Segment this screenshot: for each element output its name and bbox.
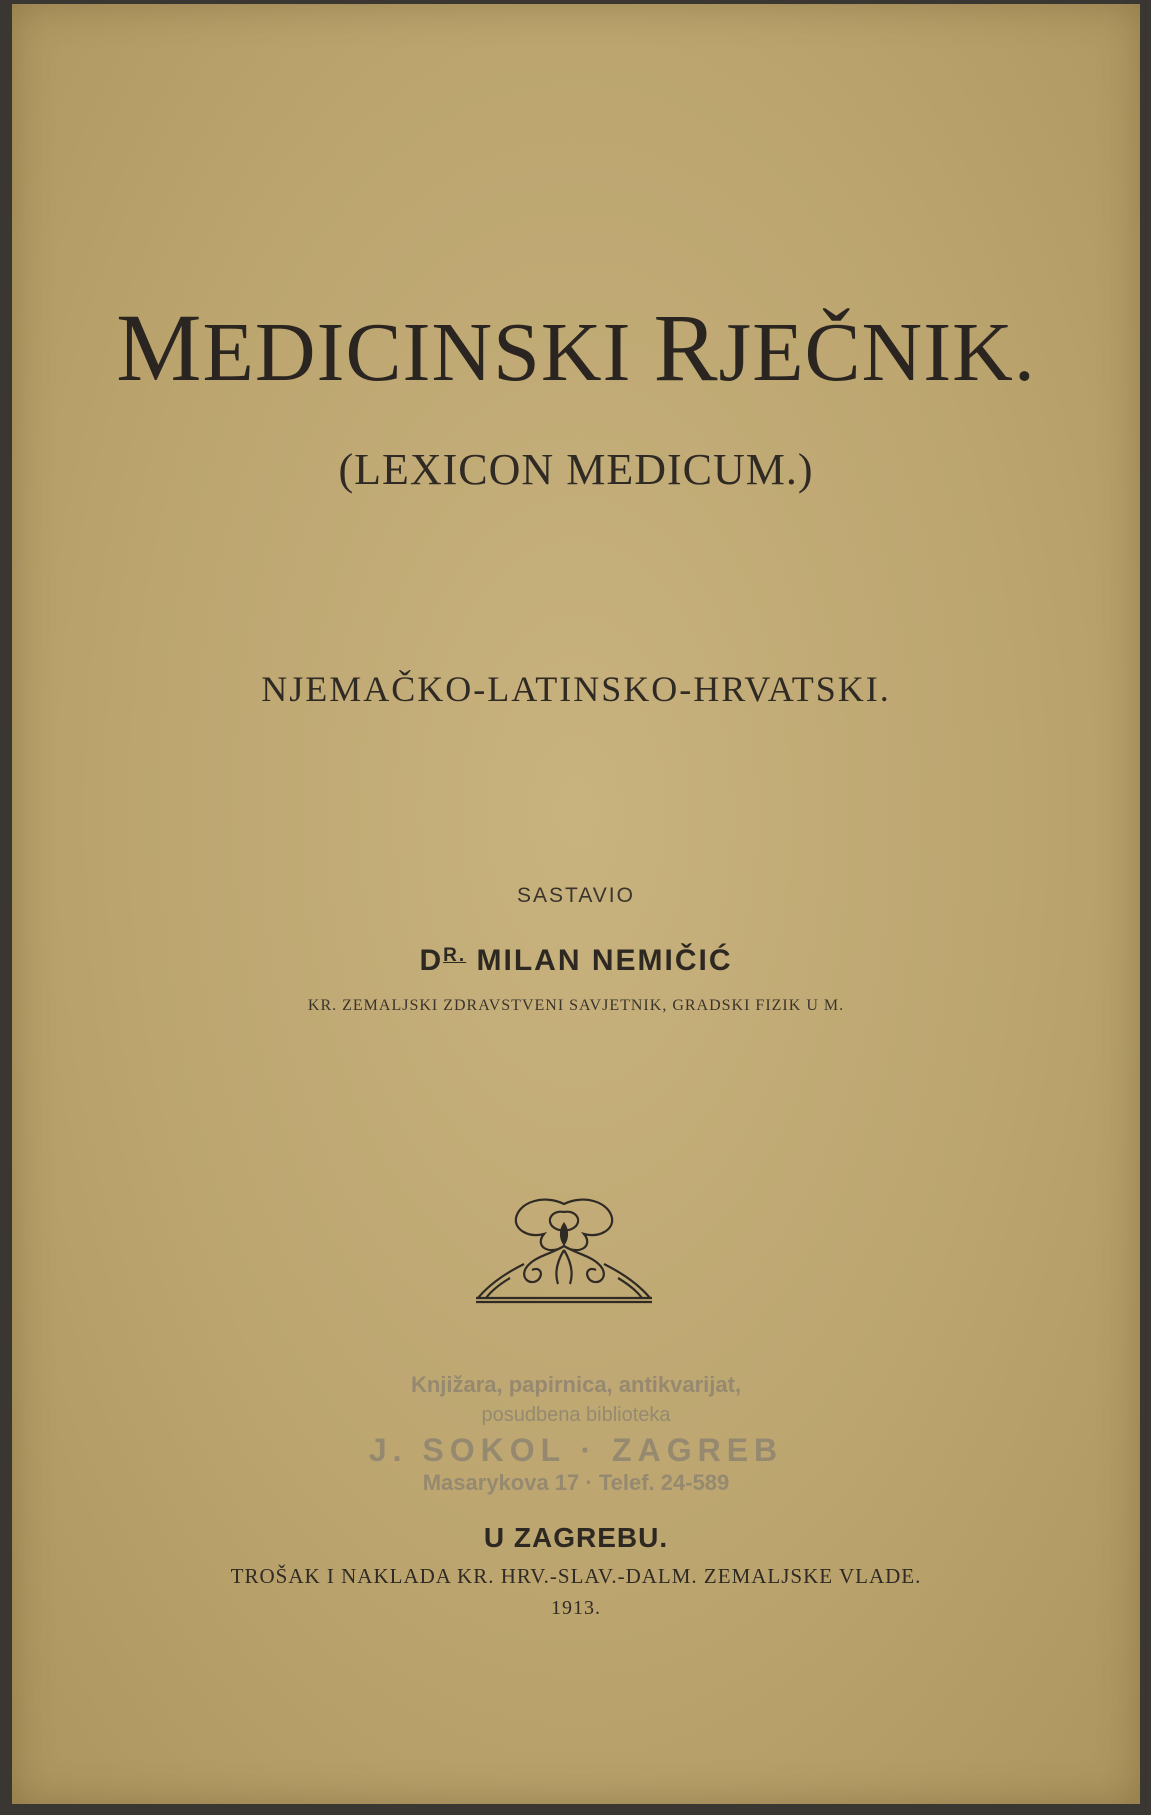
compiled-by-label: SASTAVIO <box>517 884 635 907</box>
publication-year: 1913. <box>551 1597 601 1619</box>
author-name <box>12 944 1140 978</box>
book-title <box>12 292 1140 403</box>
bookseller-stamp-line-4: Masarykova 17 · Telef. 24-589 <box>422 1470 730 1495</box>
title-initial-r: R <box>653 294 719 401</box>
publisher-line: TROŠAK I NAKLADA KR. HRV.-SLAV.-DALM. ZEMALJSKE VLADE. <box>230 1564 922 1588</box>
bookseller-stamp-line-1: Knjižara, papirnica, antikvarijat, <box>410 1372 742 1397</box>
publication-city: U ZAGREBU. <box>483 1522 669 1553</box>
author-prefix-sup: R. <box>443 945 467 966</box>
title-page <box>12 4 1140 1804</box>
floral-ornament-icon <box>474 1194 654 1304</box>
title-word-2: JEČNIK. <box>718 306 1036 399</box>
bookseller-stamp-line-3: J. SOKOL · ZAGREB <box>368 1432 784 1468</box>
latin-subtitle: (LEXICON MEDICUM.) <box>338 445 814 494</box>
author-role: KR. ZEMALJSKI ZDRAVSTVENI SAVJETNIK, GRADSKI FIZIK U M. <box>307 997 845 1014</box>
author-prefix: D <box>419 944 444 977</box>
title-initial-m: M <box>116 294 203 401</box>
title-word-1: EDICINSKI <box>202 306 654 399</box>
languages-line: NJEMAČKO-LATINSKO-HRVATSKI. <box>261 669 891 709</box>
author-fullname: MILAN NEMIČIĆ <box>466 944 733 977</box>
bookseller-stamp-line-2: posudbena biblioteka <box>481 1404 671 1426</box>
